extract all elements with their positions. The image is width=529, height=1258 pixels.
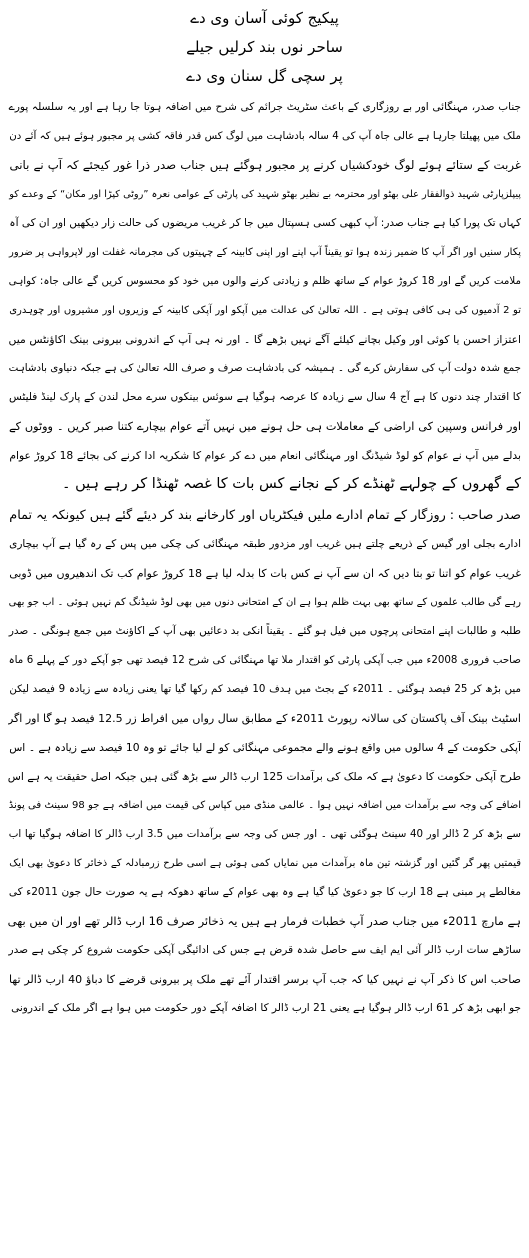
text-line: میں بڑھ کر 25 فیصد ہوگئی ۔ 2011ء کے بجٹ میں ہدف 10 فیصد کم رکھا گیا تھا یعنی زیادہ سے زیادہ 9 فیصد لیکن — [9, 683, 521, 695]
poem-verse: پیکیج کوئی آسان وی دے — [190, 9, 339, 27]
text-line: تو 2 آدمیوں کی ہی کافی ہوتی ہے ۔ اللہ تعالیٰ کی عدالت میں آپکو اور آپکی کابینہ کے وزیروں اور مشیروں اور چوہدری — [9, 305, 521, 316]
article-paragraph — [8, 501, 521, 1023]
text-line: ملک میں پھیلتا جارہا ہے عالی جاہ آپ کی 4 سالہ بادشاہت میں لوگ کس قدر فاقہ کشی پر مجبور ہوئے ہیں کہ آئے دن — [9, 130, 521, 142]
text-line: غربت کے ستائے ہوئے لوگ خودکشیاں کرنے پر مجبور ہوگئے ہیں جناب صدر ذرا غور کیجئے کہ آپ نے بانی — [9, 158, 521, 172]
text-line: اور فرانس وسپین کی اراضی کے معاملات ہی حل ہونے میں نہیں آتے عوام بیچارے کتنا صبر کریں ۔ ووٹوں کے — [9, 420, 521, 433]
text-line: رہے گی طالب علموں کے ساتھ بھی بہت ظلم ہوا ہے ان کے امتحانی دنوں میں بھی لوڈ شیڈنگ کم نہیں ہوئی ۔ اب جو بھی — [8, 597, 521, 608]
text-line: کا اقتدار چند دنوں کا ہے آج 4 سال سے زیادہ کا عرصہ ہوگیا ہے سوئس بینکوں سرے محل لندن کے پارک لینڈ فلیٹس — [9, 391, 521, 403]
text-line: جو ابھی بڑھ کر 61 ارب ڈالر ہوگیا ہے یعنی 21 ارب ڈالر کا اضافہ آپکے دور حکومت میں ہوا ہے اگر ملک کے اندرونی — [11, 1002, 521, 1014]
text-line: صدر صاحب : روزگار کے تمام ادارے ملیں فیکٹریاں اور کارخانے بند کر دیئے گئے ہیں کیونکہ یہ تمام — [9, 508, 521, 523]
article-paragraph — [8, 93, 521, 499]
text-line: ادارے بجلی اور گیس کے ذریعے چلتے ہیں غریب اور مزدور طبقہ مہنگائی کی چکی میں پس کے رہ گیا ہے آپ بیچاری — [9, 538, 521, 550]
poem-verse: پر سچی گل سنان وی دے — [186, 67, 343, 85]
text-line: سے بڑھ کر 2 ڈالر اور 40 سینٹ ہوگئی تھی ۔ اور جس کی وجہ سے برآمدات میں 3.5 ارب ڈالر کا اضافہ ہوگیا تھا اب — [8, 828, 521, 840]
article-body — [8, 93, 521, 1023]
poem-verse: ساحر نوں بند کرلیں جیلے — [186, 38, 343, 56]
text-line: ملامت کریں گے اور 18 کروڑ عوام کے ساتھ ظلم و زیادتی کرنے والوں میں خود کو محسوس کریں گے عالی جاہ: کواہی — [8, 275, 521, 287]
text-line: اسٹیٹ بینک آف پاکستان کی سالانہ رپورٹ 2011ء کے مطابق سال رواں میں افراط زر 12.5 فیصد ہو گا اور اگر — [8, 712, 521, 725]
text-line: آپکی حکومت کے 4 سالوں میں واقع ہونے والے مجموعی مہنگائی کو لے لیا جائے تو وہ 10 فیصد سے زیادہ ہے ۔ اس — [9, 741, 521, 754]
text-line: مغالطے پر مبنی ہے 18 ارب کا جو دعویٰ کیا گیا ہے وہ بھی عوام کے ساتھ دھوکہ ہے یہ صورت حال جون 2011ء کی — [8, 886, 521, 898]
text-line: صاحب اس کا ذکر آپ نے نہیں کیا کہ جب آپ برسر اقتدار آئے تھے ملک پر بیرونی قرضے کا دباؤ 40 ارب ڈالر تھا — [9, 973, 521, 986]
text-line: اضافے کی وجہ سے برآمدات میں اضافہ نہیں ہوا ۔ عالمی منڈی میں کپاس کی قیمت میں اضافہ ہے جو 98 سینٹ فی پونڈ — [8, 800, 521, 811]
text-line: قیمتیں پھر گر گئیں اور گزشتہ تین ماہ برآمدات میں نمایاں کمی ہوئی ہے اسی طرح زرمبادلہ کے ذخائر کا دعویٰ بھی ایک — [9, 858, 521, 869]
text-line: کے گھروں کے چولہے ٹھنڈے کر کے نجانے کس بات کا غصہ ٹھنڈا کر رہے ہیں ۔ — [61, 476, 521, 492]
text-line: پیپلزپارٹی شہید ذوالفقار علی بھٹو اور محترمہ بے نظیر بھٹو شہید کی پارٹی کے عوامی نعرہ ”روٹی کپڑا اور مکان“ کے وعدے کو — [9, 189, 521, 200]
poem-verses — [8, 4, 521, 91]
text-line: طرح آپکی حکومت کا دعویٰ ہے کہ ملک کی برآمدات 125 ارب ڈالر سے بڑھ گئی ہیں جبکہ اصل حقیقت یہ ہے اس — [8, 770, 521, 783]
text-line: اعتزاز احسن یا کوئی اور وکیل بچانے کیلئے آگے نہیں بڑھے گا ۔ اور نہ ہی آپ کے اندرونی بیرونی بینک اکاؤنٹس میں — [8, 333, 521, 346]
text-line: کہاں تک پورا کیا ہے جناب صدر: آپ کبھی کسی ہسپتال میں جا کر غریب مریضوں کی حالت زار دیکھیں اور ان کی آہ — [9, 217, 521, 229]
text-line: جمع شدہ دولت آپ کی سفارش کرے گی ۔ ہمیشہ کی بادشاہت صرف و صرف اللہ تعالیٰ کی ہے جبکہ دنیاوی بادشاہت — [8, 362, 521, 374]
text-line: ہے مارچ 2011ء میں جناب صدر آپ خطبات فرمار ہے ہیں یہ ذخائر صرف 16 ارب ڈالر تھے اور ان میں بھی — [8, 914, 521, 928]
text-line: ساڑھے سات ارب ڈالر آئی ایم ایف سے حاصل شدہ قرض ہے جس کی ادائیگی آپکی حکومت شروع کر چکی ہے صدر — [8, 944, 521, 956]
text-line: بدلے میں آپ نے عوام کو لوڈ شیڈنگ اور مہنگائی انعام میں دے کر عوام کا شکریہ ادا کرنے کی بجائے 18 کروڑ عوام — [9, 449, 521, 462]
text-line: غریب عوام کو اتنا تو بتا دیں کہ ان سے آپ نے کس بات کا بدلہ لیا ہے 18 کروڑ عوام کب تک اندھیروں میں ڈوبی — [9, 567, 521, 580]
text-line: پکار سنیں اور اگر آپ کا ضمیر زندہ ہوا تو یقیناً آپ اپنے اور اپنی کابینہ کے چہیتوں کی مجرمانہ غفلت اور لاپرواہی پر ضرور — [9, 247, 521, 258]
text-line: طلبہ و طالبات اپنے امتحانی پرچوں میں فیل ہو گئے ۔ یقیناً انکی بد دعائیں بھی آپ کے اکاؤنٹ میں جمع ہونگی ۔ صدر — [8, 625, 521, 637]
text-line: جناب صدر، مہنگائی اور بے روزگاری کے باعث سٹریٹ جرائم کی شرح میں اضافہ ہوتا جا رہا ہے اور یہ سلسلہ پورے — [8, 101, 521, 113]
text-line: صاحب فروری 2008ء میں جب آپکی پارٹی کو اقتدار ملا تھا مہنگائی کی شرح 12 فیصد تھی جو آپکے دور کے پہلے 6 ماہ — [8, 654, 521, 666]
